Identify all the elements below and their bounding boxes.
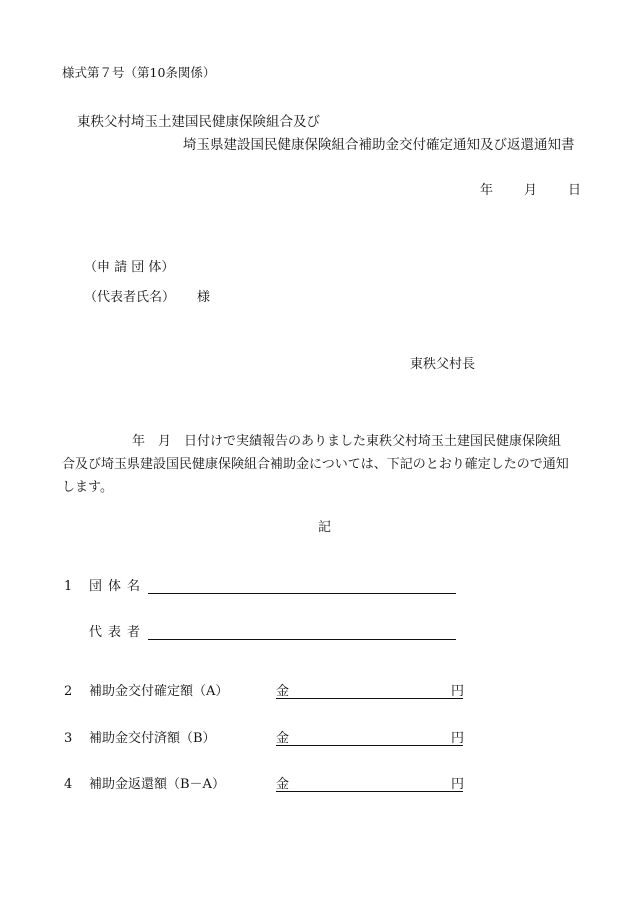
item-4-number: 4 [64,777,73,792]
body-line-1: 年 月 日付けで実績報告のありました東秩父村埼玉土建国民健康保険組 [132,434,562,449]
document-title-line1: 東秩父村埼玉土建国民健康保険組合及び [77,114,320,130]
item-1-number: 1 [64,579,73,594]
issue-date [480,184,581,197]
item-3-number: 3 [64,731,73,746]
notice-body [62,430,582,499]
notes-heading: 記 [318,520,332,535]
item-2-number: 2 [64,684,73,699]
item-3-label: 補助金交付済額（B） [89,731,216,746]
item-1-label: 団体名 [89,579,147,594]
item-4-suffix: 円 [451,777,465,792]
body-line-2: 合及び埼玉県建設国民健康保険組合補助金については、下記のとおり確定したので通知 [62,457,569,472]
item-1-representative-label: 代表者 [89,625,147,640]
item-4-amount-field[interactable] [276,791,463,792]
sender-mayor: 東秩父村長 [410,357,476,372]
item-3-suffix: 円 [451,731,465,746]
date-year: 年 [479,183,493,198]
item-4-prefix: 金 [276,777,290,792]
item-2-amount-field[interactable] [276,698,463,699]
item-4-label: 補助金返還額（B－A） [89,777,225,792]
representative-field[interactable] [148,639,456,640]
organization-name-field[interactable] [148,593,456,594]
form-number: 様式第７号（第10条関係） [62,65,216,80]
item-3-prefix: 金 [276,731,290,746]
applicant-organization: （申 請 団 体） [84,260,175,275]
item-2-label: 補助金交付確定額（A） [89,684,229,699]
item-2-prefix: 金 [276,684,290,699]
item-3-amount-field[interactable] [276,745,463,746]
body-line-3: します。 [62,480,113,495]
document-title-line2: 埼玉県建設国民健康保険組合補助金交付確定通知及び返還通知書 [183,137,575,153]
date-day: 日 [567,183,581,198]
representative-label: （代表者氏名） [84,290,176,305]
honorific: 様 [197,290,211,305]
representative-name [84,291,210,304]
item-2-suffix: 円 [451,684,465,699]
date-month: 月 [523,183,537,198]
